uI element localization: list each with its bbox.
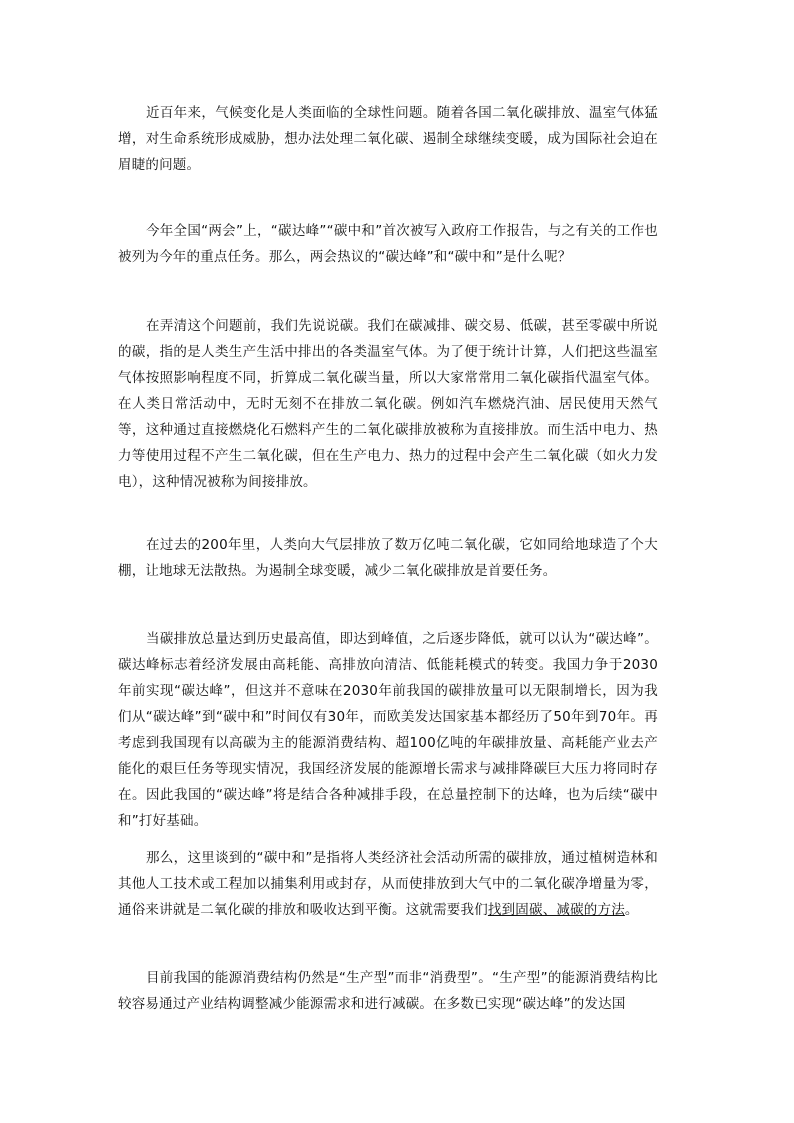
paragraph-carbon-peak: 当碳排放总量达到历史最高值，即达到峰值，之后逐步降低，就可以认为“碳达峰”。碳达峰标志着经济发展由高耗能、高排放向清洁、低能耗模式的转变。我国力争于2030年前实现“碳达峰”，但这并不意味在2030年前我国的碳排放量可以无限制增长，因为我们从“碳达峰”到“碳中和”时间仅有30年，而欧美发达国家基本都经历了50年到70年。再考虑到我国现有以高碳为主的能源消费结构、超100亿吨的年碳排放量、高耗能产业去产能化的艰巨任务等现实情况，我国经济发展的能源增长需求与减排降碳巨大压力将同时存在。因此我国的“碳达峰”将是结合各种减排手段，在总量控制下的达峰，也为后续“碳中和”打好基础。 xyxy=(118,631,658,829)
paragraph-energy-structure: 目前我国的能源消费结构仍然是“生产型”而非“消费型”。“生产型”的能源消费结构比较容易通过产业结构调整减少能源需求和进行减碳。在多数已实现“碳达峰”的发达国 xyxy=(118,970,658,1012)
paragraph-carbon-neutral-tail: 。 xyxy=(624,902,639,918)
paragraph-intro: 近百年来，气候变化是人类面临的全球性问题。随着各国二氧化碳排放、温室气体猛增，对生命系统形成威胁，想办法处理二氧化碳、遏制全球继续变暖，成为国际社会迫在眉睫的问题。 xyxy=(118,105,658,173)
carbon-methods-link[interactable]: 找到固碳、减碳的方法 xyxy=(487,902,625,918)
paragraph-two-sessions: 今年全国“两会”上，“碳达峰”“碳中和”首次被写入政府工作报告，与之有关的工作也被列为今年的重点任务。那么，两会热议的“碳达峰”和“碳中和”是什么呢？ xyxy=(118,223,658,265)
paragraph-carbon-neutral-text: 那么，这里谈到的“碳中和”是指将人类经济社会活动所需的碳排放，通过植树造林和其他人工技术或工程加以捕集利用或封存，从而使排放到大气中的二氧化碳净增量为零，通俗来讲就是二氧化碳的排放和吸收达到平衡。这就需要我们 xyxy=(118,850,658,918)
paragraph-carbon-neutral xyxy=(118,845,658,923)
paragraph-carbon-definition: 在弄清这个问题前，我们先说说碳。我们在碳减排、碳交易、低碳，甚至零碳中所说的碳，指的是人类生产生活中排出的各类温室气体。为了便于统计计算，人们把这些温室气体按照影响程度不同，折算成二氧化碳当量，所以大家常常用二氧化碳指代温室气体。在人类日常活动中，无时无刻不在排放二氧化碳。例如汽车燃烧汽油、居民使用天然气等，这种通过直接燃烧化石燃料产生的二氧化碳排放被称为直接排放。而生活中电力、热力等使用过程不产生二氧化碳，但在生产电力、热力的过程中会产生二氧化碳（如火力发电），这种情况被称为间接排放。 xyxy=(118,318,658,490)
paragraph-200-years: 在过去的200年里，人类向大气层排放了数万亿吨二氧化碳，它如同给地球造了个大棚，让地球无法散热。为遏制全球变暖，减少二氧化碳排放是首要任务。 xyxy=(118,537,658,579)
